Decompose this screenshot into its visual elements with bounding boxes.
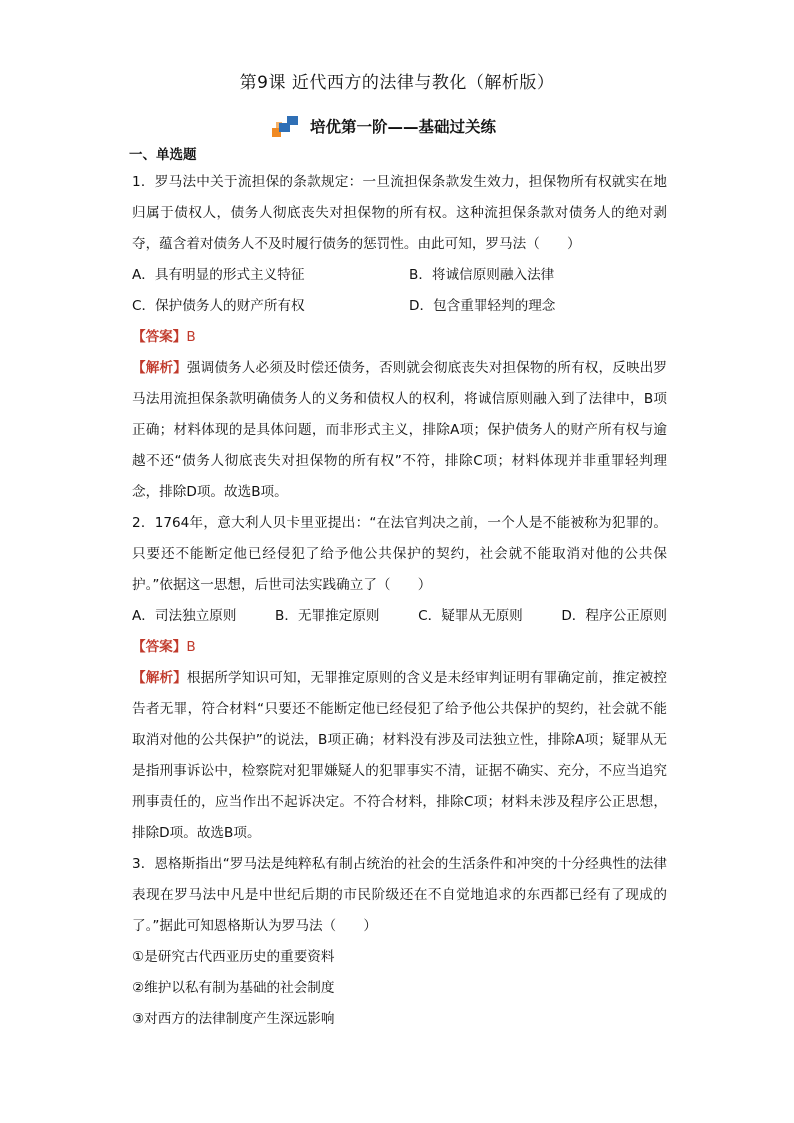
question-2 (132, 508, 667, 849)
answer-line (132, 322, 667, 353)
answer-tag: 【答案】 (132, 329, 187, 345)
answer-tag: 【答案】 (132, 639, 187, 655)
option-c: C．疑罪从无原则 (418, 608, 523, 624)
statement-item: ①是研究古代西亚历史的重要资料 (132, 949, 335, 965)
analysis-paragraph (132, 663, 667, 849)
option-d: D．包含重罪轻判的理念 (409, 298, 556, 314)
question-3 (132, 849, 667, 1035)
section-banner (272, 115, 496, 137)
option-b: B．将诚信原则融入法律 (409, 267, 555, 283)
option-b: B．无罪推定原则 (275, 608, 380, 624)
stairs-icon (272, 115, 302, 137)
option-a: A．具有明显的形式主义特征 (132, 267, 305, 283)
answer-value: B (186, 639, 196, 655)
question-1 (132, 167, 667, 508)
analysis-tag: 【解析】 (132, 360, 187, 376)
analysis-text: 强调债务人必须及时偿还债务，否则就会彻底丧失对担保物的所有权，反映出罗马法用流担保条款明确债务人的义务和债权人的权利，将诚信原则融入到了法律中，B项正确；材料体现的是具体问题，而非形式主义，排除A项；保护债务人的财产所有权与逾越不还“债务人彻底丧失对担保物的所有权”不符，排除C项；材料体现并非重罪轻判理念，排除D项。故选B项。 (132, 360, 668, 500)
question-stem: 1．罗马法中关于流担保的条款规定：一旦流担保条款发生效力，担保物所有权就实在地归属于债权人，债务人彻底丧失对担保物的所有权。这种流担保条款对债务人的绝对剥夺，蕴含着对债务人不及时履行债务的惩罚性。由此可知，罗马法（ ） (132, 174, 667, 252)
statement-item: ③对西方的法律制度产生深远影响 (132, 1011, 335, 1027)
option-d: D．程序公正原则 (561, 608, 667, 624)
analysis-text: 根据所学知识可知，无罪推定原则的含义是未经审判证明有罪确定前，推定被控告者无罪，符合材料“只要还不能断定他已经侵犯了给予他公共保护的契约，社会就不能取消对他的公共保护”的说法，B项正确；材料没有涉及司法独立性，排除A项；疑罪从无是指刑事诉讼中，检察院对犯罪嫌疑人的犯罪事实不清，证据不确实、充分，不应当追究刑事责任的，应当作出不起诉决定。不符合材料，排除C项；材料未涉及程序公正思想，排除D项。故选B项。 (132, 670, 668, 841)
document-title: 第9课 近代西方的法律与教化（解析版） (239, 73, 555, 93)
answer-value: B (186, 329, 196, 345)
analysis-paragraph (132, 353, 667, 508)
section-banner-text: 培优第一阶——基础过关练 (310, 118, 497, 136)
answer-line (132, 632, 667, 663)
question-stem: 3．恩格斯指出“罗马法是纯粹私有制占统治的社会的生活条件和冲突的十分经典性的法律表现在罗马法中凡是中世纪后期的市民阶级还在不自觉地追求的东西都已经有了现成的了。”据此可知恩格斯认为罗马法（ ） (132, 856, 667, 934)
analysis-tag: 【解析】 (132, 670, 187, 686)
option-a: A．司法独立原则 (132, 608, 237, 624)
option-c: C．保护债务人的财产所有权 (132, 298, 305, 314)
question-stem: 2．1764年，意大利人贝卡里亚提出：“在法官判决之前，一个人是不能被称为犯罪的。只要还不能断定他已经侵犯了给予他公共保护的契约，社会就不能取消对他的公共保护。”依据这一思想，后世司法实践确立了（ ） (132, 515, 667, 593)
part-heading: 一、单选题 (129, 147, 197, 163)
document-content (129, 143, 668, 1035)
statement-item: ②维护以私有制为基础的社会制度 (132, 980, 335, 996)
option-list (132, 260, 667, 322)
option-list (132, 601, 667, 632)
